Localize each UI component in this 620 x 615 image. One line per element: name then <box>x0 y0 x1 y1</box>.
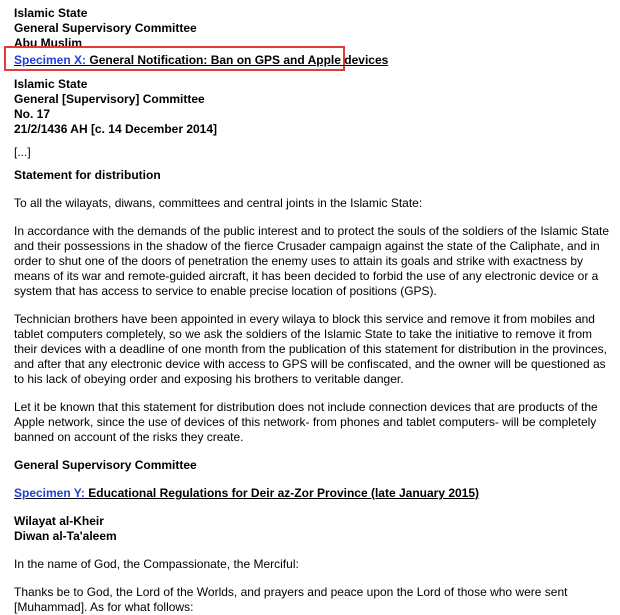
wilayat-block <box>14 514 610 544</box>
specimen-y-link[interactable] <box>14 486 479 501</box>
header-line: General Supervisory Committee <box>14 21 197 35</box>
header-block <box>14 6 610 51</box>
document-head-line: No. 17 <box>14 107 51 121</box>
paragraph-basmala: In the name of God, the Compassionate, the Merciful: <box>14 557 299 571</box>
paragraph-decision: In accordance with the demands of the public interest and to protect the souls of the soldiers of the Islamic State and their possessions in the shadow of the fierce Crusader campaign against the state of the Caliphate, and in order to shut one of the doors of penetration the enemy uses to attain its goals and strike with exactness by means of its war and remote-guided aircraft, it has been decided to forbid the use of any electronic device or a system that has access to service to enable precise location of positions (GPS). <box>14 224 610 298</box>
specimen-y-heading <box>14 486 610 501</box>
paragraph-apple: Let it be known that this statement for distribution does not include connection devices that are products of the Apple network, since the use of devices of this network- from phones and tablet computers- will be completely banned on account of the risks they create. <box>14 400 598 444</box>
document-head-line: General [Supervisory] Committee <box>14 92 205 106</box>
ellipsis-text: [...] <box>14 145 31 159</box>
paragraph-thanks: Thanks be to God, the Lord of the Worlds, and prayers and peace upon the Lord of those who were sent [Muhammad]. As for what follows: <box>14 585 568 614</box>
wilayat-line: Diwan al-Ta'aleem <box>14 529 117 543</box>
statement-heading: Statement for distribution <box>14 168 161 182</box>
header-line: Abu Muslim <box>14 36 82 50</box>
specimen-x-label: Specimen X: <box>14 53 87 67</box>
document-page <box>14 6 610 51</box>
header-line: Islamic State <box>14 6 88 20</box>
specimen-x-link[interactable] <box>14 53 388 68</box>
specimen-x-title: General Notification: Ban on GPS and Apple devices <box>86 53 389 67</box>
document-body <box>14 77 610 615</box>
wilayat-line: Wilayat al-Kheir <box>14 514 104 528</box>
specimen-y-label: Specimen Y: <box>14 486 85 500</box>
document-head-block <box>14 77 610 137</box>
document-head-line: 21/2/1436 AH [c. 14 December 2014] <box>14 122 218 136</box>
specimen-y-title: Educational Regulations for Deir az-Zor Province (late January 2015) <box>84 486 480 500</box>
specimen-x-heading <box>14 53 388 68</box>
document-head-line: Islamic State <box>14 77 88 91</box>
signature: General Supervisory Committee <box>14 458 197 472</box>
paragraph-technicians: Technician brothers have been appointed in every wilaya to block this service and remove it from mobiles and tablet computers completely, so we ask the soldiers of the Islamic State to take the initiative to remove it from their devices with a deadline of one month from the publication of this statement for distribution in the provinces, and after that any electronic device with access to GPS will be confiscated, and the owner will be questioned as to his lack of obeying order and exposing his brothers to veritable danger. <box>14 312 607 386</box>
paragraph-salutation: To all the wilayats, diwans, committees and central joints in the Islamic State: <box>14 196 423 210</box>
